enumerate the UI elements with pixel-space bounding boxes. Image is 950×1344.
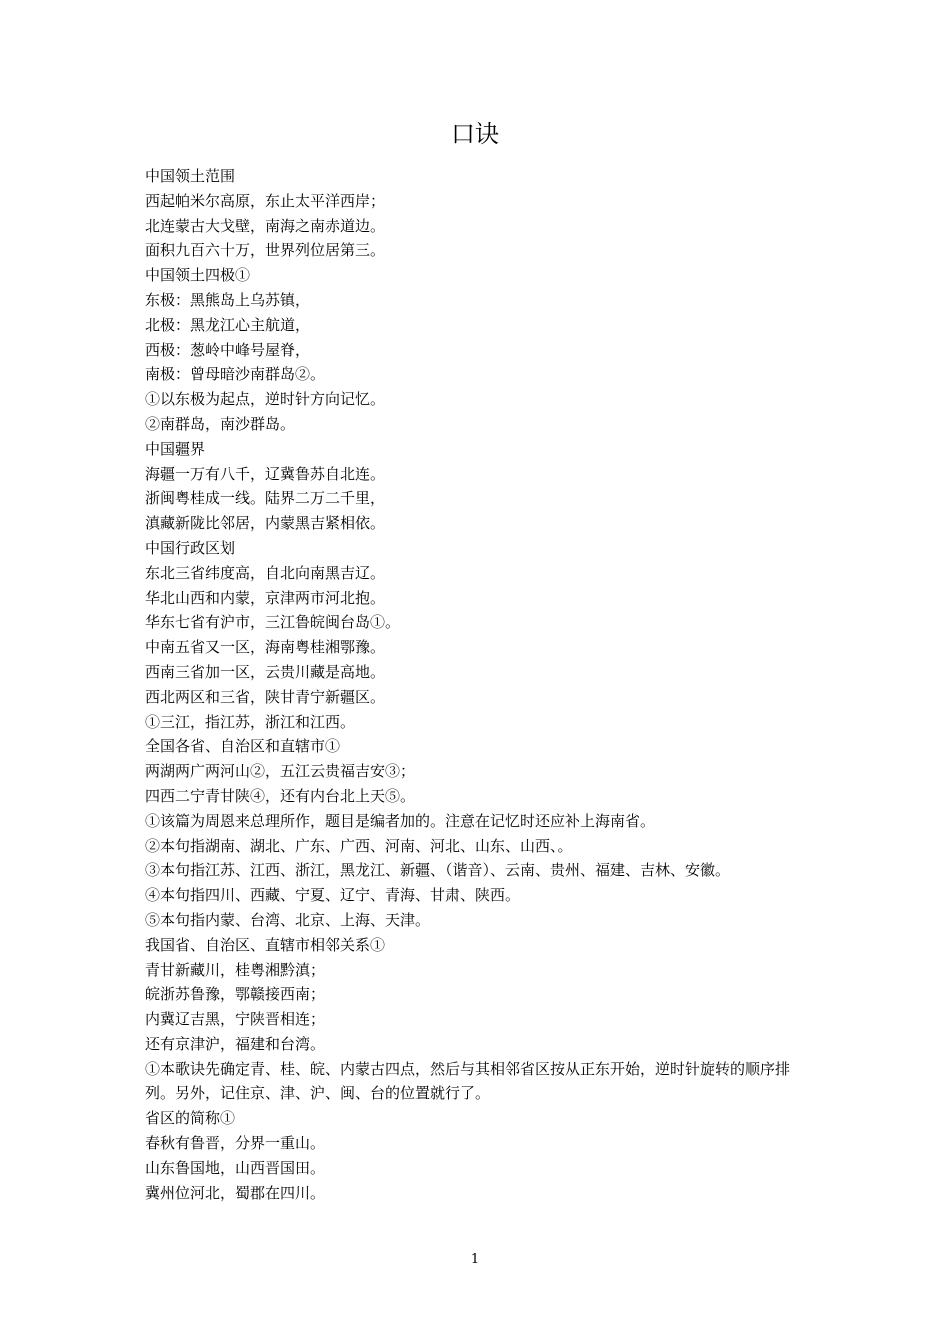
text-line: 中南五省又一区，海南粤桂湘鄂豫。 xyxy=(145,638,386,657)
text-line: 东北三省纬度高，自北向南黑吉辽。 xyxy=(145,563,386,582)
section-heading: 全国各省、自治区和直辖市① xyxy=(145,737,341,756)
text-line: 西极：葱岭中峰号屋脊， xyxy=(145,340,311,359)
text-line: 浙闽粤桂成一线。陆界二万二千里， xyxy=(145,489,386,508)
footnote-line: ①该篇为周恩来总理所作，题目是编者加的。注意在记忆时还应补上海南省。 xyxy=(145,811,656,830)
text-line: 北连蒙古大戈壁，南海之南赤道边。 xyxy=(145,216,386,235)
text-line: 山东鲁国地，山西晋国田。 xyxy=(145,1158,326,1177)
section-heading: 中国领土范围 xyxy=(145,167,236,185)
text-line: 面积九百六十万，世界列位居第三。 xyxy=(145,241,386,260)
footnote-line: ①三江，指江苏，浙江和江西。 xyxy=(145,712,356,731)
section-heading: 我国省、自治区、直辖市相邻关系① xyxy=(145,935,386,954)
text-line: 西南三省加一区，云贵川藏是高地。 xyxy=(145,662,386,681)
text-line: 四西二宁青甘陕④，还有内台北上天⑤。 xyxy=(145,786,416,805)
section-heading: 中国疆界 xyxy=(145,439,206,458)
section-heading: 中国领土四极① xyxy=(145,266,251,285)
footnote-line: ⑤本句指内蒙、台湾、北京、上海、天津。 xyxy=(145,910,431,929)
text-line: 皖浙苏鲁豫，鄂赣接西南； xyxy=(145,985,326,1004)
text-line: 西起帕米尔高原，东止太平洋西岸； xyxy=(145,191,386,210)
text-line: 青甘新藏川，桂粤湘黔滇； xyxy=(145,960,326,979)
text-line: 北极：黑龙江心主航道， xyxy=(145,315,311,334)
text-line: 海疆一万有八千，辽冀鲁苏自北连。 xyxy=(145,464,386,483)
section-heading: 中国行政区划 xyxy=(145,538,236,557)
section-heading: 省区的简称① xyxy=(145,1109,236,1128)
document-body xyxy=(145,164,815,1205)
text-line: 滇藏新陇比邻居，内蒙黑吉紧相依。 xyxy=(145,514,386,533)
footnote-line: ①以东极为起点，逆时针方向记忆。 xyxy=(145,390,386,409)
footnote-line: ④本句指四川、西藏、宁夏、辽宁、青海、甘肃、陕西。 xyxy=(145,886,521,905)
text-line: 南极：曾母暗沙南群岛②。 xyxy=(145,365,326,384)
footnote-line: ②本句指湖南、湖北、广东、广西、河南、河北、山东、山西、。 xyxy=(145,836,573,855)
footnote-line: ③本句指江苏、江西、浙江，黑龙江、新疆、（谐音）、云南、贵州、福建、吉林、安徽。 xyxy=(145,861,731,880)
text-line: 东极：黑熊岛上乌苏镇， xyxy=(145,290,311,309)
footnote-line: ②南群岛，南沙群岛。 xyxy=(145,414,296,433)
text-line: 华东七省有沪市，三江鲁皖闽台岛①。 xyxy=(145,613,401,632)
text-line: 还有京津沪，福建和台湾。 xyxy=(145,1034,326,1053)
text-line: 春秋有鲁晋，分界一重山。 xyxy=(145,1134,326,1153)
page-number: 1 xyxy=(470,1252,480,1267)
text-line: 两湖两广两河山②，五江云贵福吉安③； xyxy=(145,762,416,781)
text-line: 西北两区和三省，陕甘青宁新疆区。 xyxy=(145,687,386,706)
text-line: 冀州位河北，蜀郡在四川。 xyxy=(145,1183,326,1202)
text-line: 华北山西和内蒙，京津两市河北抱。 xyxy=(145,588,386,607)
page-title: 口诀 xyxy=(451,120,499,148)
footnote-line: ①本歌诀先确定青、桂、皖、内蒙古四点，然后与其相邻省区按从正东开始，逆时针旋转的顺序排列。另外，记住京、津、沪、闽、台的位置就行了。 xyxy=(145,1059,791,1103)
text-line: 内冀辽吉黑，宁陕晋相连； xyxy=(145,1010,326,1029)
